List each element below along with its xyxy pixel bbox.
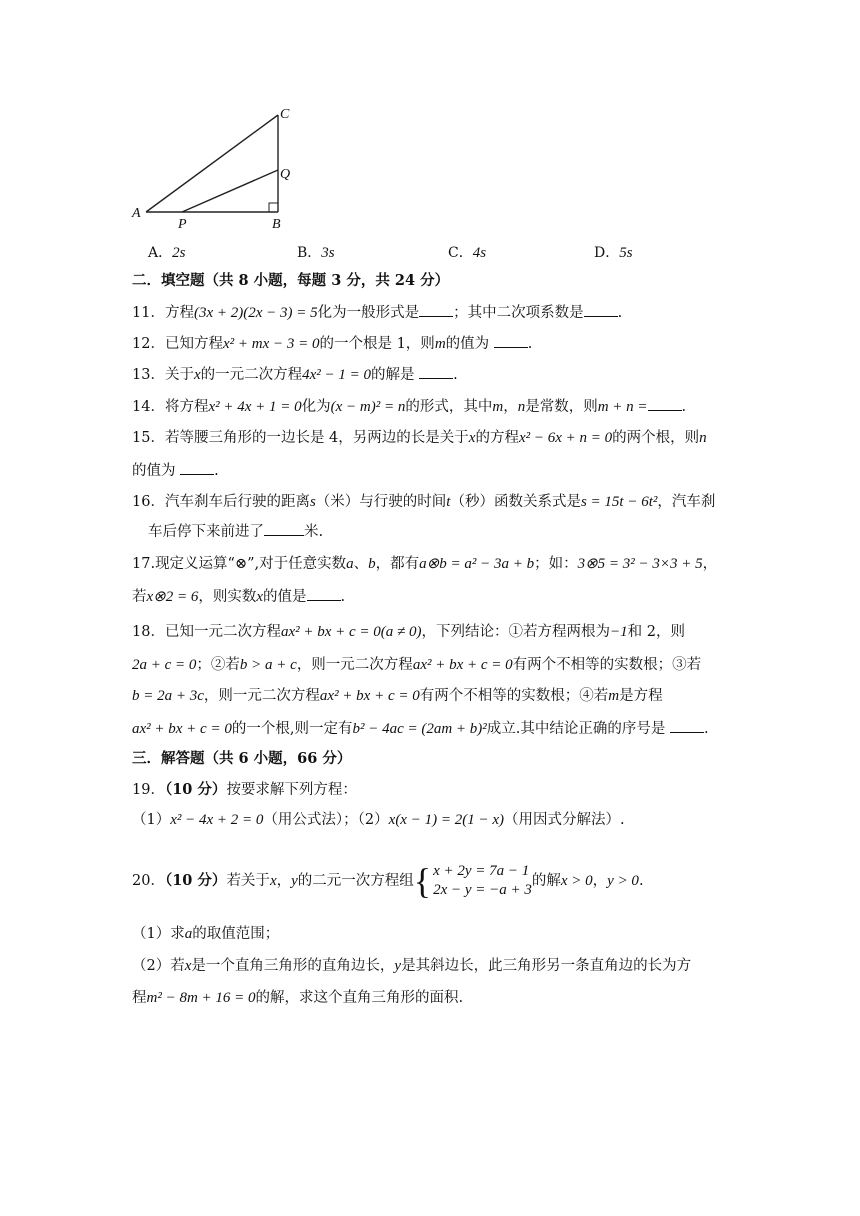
q20-text-5: ，: [592, 873, 608, 889]
question-13: [132, 364, 458, 385]
q14-text-3: 的形式，其中: [405, 399, 493, 415]
q20-part-1-text-1: （1）求: [132, 926, 185, 942]
question-18-line-3: [132, 686, 663, 706]
q17-equation: x⊗2 = 6: [146, 589, 199, 605]
q17-text-4: ，都有: [375, 556, 420, 572]
question-20-part-1: [132, 924, 279, 944]
q14-text-2: 化为: [301, 399, 331, 415]
option-a: [148, 242, 185, 262]
q12-number: 12．: [132, 336, 165, 352]
q11-text-4: .: [617, 305, 623, 321]
q16-text-6: 米.: [304, 524, 324, 540]
q18-text-2: ，下列结论：①若方程两根为: [421, 624, 611, 640]
q16-equation: s = 15t − 6t²: [580, 494, 658, 510]
q19-number: 19．: [132, 782, 165, 798]
q11-answer-blank-2[interactable]: [584, 302, 618, 317]
section-2-heading: 二．填空题（共 8 小题，每题 3 分，共 24 分）: [132, 272, 450, 289]
q17-example: 3⊗5 = 3² − 3×3 + 5: [577, 556, 703, 572]
label-P: P: [178, 217, 187, 232]
question-20-part-2-line-1: [132, 956, 691, 976]
q19-part-1-equation: x² − 4x + 2 = 0: [170, 812, 264, 828]
q18-root-value: −1: [610, 624, 628, 640]
q20-score: （10 分）: [164, 872, 227, 889]
q14-text-1: 将方程: [164, 399, 209, 415]
q15-text-1: 若等腰三角形的一边长是 4，另两边的长是关于: [164, 430, 469, 446]
label-C: C: [280, 107, 290, 122]
q19-part-2-label: （2）: [357, 812, 389, 828]
q18-line4-eq-2: b² − 4ac = (2am + b)²: [352, 721, 487, 737]
q13-number: 13．: [132, 367, 165, 383]
q17-text-6: ，: [702, 556, 718, 572]
q17-variable-a: a: [346, 556, 354, 572]
q18-line3-text-2: 有两个不相等的实数根；④若: [419, 688, 609, 704]
q14-equation-2: (x − m)² = n: [330, 399, 406, 415]
q18-line4-text-2: 成立.其中结论正确的序号是: [486, 721, 666, 737]
q13-variable: x: [193, 367, 201, 383]
question-17-line-1: [132, 554, 717, 574]
q13-text-4: .: [453, 367, 458, 383]
option-d: [594, 242, 633, 262]
q14-text-6: .: [681, 399, 687, 415]
q20-text-6: .: [638, 873, 644, 889]
q11-text-2: 化为一般形式是: [317, 305, 420, 321]
option-c: [448, 242, 486, 262]
option-d-letter: D．: [594, 245, 620, 261]
q20-variable-x: x: [269, 873, 277, 889]
q13-text-1: 关于: [164, 367, 194, 383]
question-16-line-1: [132, 492, 715, 512]
q12-text-2: 的一个根是 1，则: [319, 336, 435, 352]
question-17-line-2: [132, 586, 345, 607]
q12-variable: m: [434, 336, 446, 352]
q18-text-1: 已知一元二次方程: [164, 624, 281, 640]
q19-part-1-label: （1）: [132, 812, 171, 828]
q17-text-1: 现定义运算“: [155, 556, 235, 572]
q18-line3-text-1: ，则一元二次方程: [203, 688, 320, 704]
q17-text-10: .: [340, 589, 346, 605]
q18-line2-text-2: ，则一元二次方程: [296, 657, 413, 673]
q18-line2-text-1: ；②若: [196, 657, 240, 673]
question-18-line-2: [132, 655, 701, 675]
question-18-line-4: [132, 718, 709, 739]
q17-text-7: 若: [132, 589, 147, 605]
q20-text-4: 的解: [531, 873, 561, 889]
q18-line2-text-3: 有两个不相等的实数根；③若: [512, 657, 702, 673]
q19-score: （10 分）: [164, 781, 227, 798]
q18-equation: ax² + bx + c = 0(a ≠ 0): [280, 624, 422, 640]
q20-system-row-2: 2x − y = −a + 3: [433, 882, 532, 898]
q20-part-2-text-1: （2）若: [132, 958, 185, 974]
option-a-value: 2s: [172, 245, 186, 261]
q11-answer-blank-1[interactable]: [419, 302, 453, 317]
question-16-line-2: [148, 521, 323, 542]
q14-answer-blank[interactable]: [648, 396, 682, 411]
q17-text-2: ”,对于任意实数: [247, 556, 347, 572]
q15-text-3: 的两个根，则: [612, 430, 700, 446]
q18-text-3: 和 2，则: [627, 624, 685, 640]
triangle-figure: [128, 102, 298, 234]
q14-number: 14．: [132, 399, 165, 415]
q12-text-1: 已知方程: [164, 336, 223, 352]
q18-line4-text-1: 的一个根,则一定有: [231, 721, 353, 737]
q15-variable-x: x: [468, 430, 476, 446]
question-19-parts: [132, 810, 625, 830]
q20-variable-y: y: [291, 873, 298, 889]
q15-text-5: .: [214, 463, 219, 479]
q19-part-1-method: （用公式法）；: [263, 812, 358, 828]
q20-part-2-equation: m² − 8m + 16 = 0: [146, 990, 256, 1006]
q18-line3-variable-m: m: [608, 688, 620, 704]
q20-condition-x: x > 0: [560, 873, 593, 889]
q16-variable-t: t: [446, 494, 451, 510]
q13-text-3: 的解是: [371, 367, 415, 383]
option-d-value: 5s: [619, 245, 633, 261]
q18-line3-eq-1: b = 2a + 3c: [132, 688, 204, 704]
label-A: A: [132, 206, 141, 221]
q16-text-4: ，汽车刹: [657, 494, 716, 510]
q15-answer-blank[interactable]: [180, 460, 214, 475]
q16-answer-blank[interactable]: [264, 521, 304, 536]
q17-text-5: ；如：: [534, 556, 578, 572]
q20-equation-system: [414, 862, 532, 900]
q17-number: 17.: [132, 556, 156, 572]
q19-part-2-method: （用因式分解法）.: [503, 812, 625, 828]
q14-variable-n: n: [517, 399, 526, 415]
question-14: [132, 396, 686, 417]
q20-part-2-text-5: 的解，求这个直角三角形的面积.: [255, 990, 464, 1006]
q20-part-1-variable-a: a: [184, 926, 193, 942]
option-c-value: 4s: [472, 245, 487, 261]
q16-text-2: （米）与行驶的时间: [315, 494, 447, 510]
q11-equation: (3x + 2)(2x − 3) = 5: [193, 305, 318, 321]
q17-definition: a⊗b = a² − 3a + b: [419, 556, 535, 572]
q14-text-4: ，: [503, 399, 518, 415]
q11-text-3: ；其中二次项系数是: [453, 305, 584, 321]
q18-line2-eq-1: 2a + c = 0: [132, 657, 197, 673]
question-20-part-2-line-2: [132, 988, 463, 1008]
q12-equation: x² + mx − 3 = 0: [222, 336, 320, 352]
q20-part-2-variable-y: y: [394, 958, 402, 974]
q17-answer-blank[interactable]: [307, 586, 341, 601]
q18-answer-blank[interactable]: [670, 718, 704, 733]
q17-text-9: 的值是: [263, 589, 307, 605]
q17-text-8: ，则实数: [198, 589, 257, 605]
q14-equation-1: x² + 4x + 1 = 0: [208, 399, 302, 415]
option-b: [297, 242, 335, 262]
question-18-line-1: [132, 622, 685, 642]
q16-text-3: （秒）函数关系式是: [450, 494, 581, 510]
option-a-letter: A．: [148, 245, 173, 261]
q20-part-1-text-2: 的取值范围；: [192, 926, 280, 942]
option-b-value: 3s: [321, 245, 335, 261]
q20-condition-y: y > 0: [607, 873, 639, 889]
q18-line2-eq-2: b > a + c: [239, 657, 297, 673]
q13-answer-blank[interactable]: [419, 364, 453, 379]
q18-line2-eq-3: ax² + bx + c = 0: [412, 657, 513, 673]
q20-system-row-1: x + 2y = 7a − 1: [433, 863, 530, 879]
q12-answer-blank[interactable]: [494, 333, 528, 348]
q20-part-2-variable-x: x: [184, 958, 192, 974]
q20-text-1: 若关于: [226, 873, 270, 889]
q12-text-3: 的值为: [445, 336, 490, 352]
question-19-prompt: [132, 780, 357, 800]
q11-number: 11．: [132, 305, 165, 321]
q13-equation: 4x² − 1 = 0: [302, 367, 372, 383]
option-b-letter: B．: [297, 245, 322, 261]
q19-part-2-equation: x(x − 1) = 2(1 − x): [388, 812, 504, 828]
q15-number: 15．: [132, 430, 165, 446]
q18-line3-text-3: 是方程: [619, 688, 663, 704]
q20-part-2-text-2: 是一个直角三角形的直角边长，: [191, 958, 395, 974]
q14-text-5: 是常数，则: [525, 399, 598, 415]
q14-equation-3: m + n =: [597, 399, 648, 415]
q15-text-2: 的方程: [475, 430, 519, 446]
q18-line4-text-3: .: [704, 721, 709, 737]
q17-operator-symbol: ⊗: [234, 556, 248, 572]
brace-icon: {: [413, 861, 432, 901]
q20-text-2: ，: [276, 873, 292, 889]
q12-text-4: .: [527, 336, 533, 352]
option-c-letter: C．: [448, 245, 473, 261]
q18-line4-eq-1: ax² + bx + c = 0: [132, 721, 232, 737]
q15-variable-n: n: [699, 430, 707, 446]
q20-part-2-text-4: 程: [132, 990, 147, 1006]
q13-text-2: 的一元二次方程: [200, 367, 303, 383]
question-20-prompt: [132, 858, 644, 904]
question-15-line-1: [132, 428, 707, 448]
q16-text-1: 汽车刹车后行驶的距离: [164, 494, 310, 510]
q20-number: 20．: [132, 873, 165, 889]
question-15-line-2: [132, 460, 219, 481]
q20-text-3: 的二元一次方程组: [297, 873, 414, 889]
triangle-diagram: [128, 102, 298, 234]
question-11: [132, 302, 622, 323]
q15-equation: x² − 6x + n = 0: [518, 430, 613, 446]
q16-text-5: 车后停下来前进了: [148, 524, 264, 540]
q15-text-4: 的值为: [132, 463, 176, 479]
question-12: [132, 333, 532, 354]
q20-part-2-text-3: 是其斜边长，此三角形另一条直角边的长为方: [401, 958, 692, 974]
q19-text: 按要求解下列方程：: [226, 782, 357, 798]
q11-text-1: 方程: [164, 305, 194, 321]
q17-variable-x: x: [256, 589, 264, 605]
section-3-heading: 三．解答题（共 6 小题，66 分）: [132, 750, 352, 767]
q18-number: 18．: [132, 624, 165, 640]
q17-variable-b: b: [368, 556, 376, 572]
q18-line3-eq-2: ax² + bx + c = 0: [319, 688, 420, 704]
q16-number: 16．: [132, 494, 165, 510]
label-B: B: [272, 217, 281, 232]
label-Q: Q: [280, 167, 291, 182]
q16-variable-s: s: [309, 494, 316, 510]
q14-variable-m: m: [492, 399, 504, 415]
q17-text-3: 、: [353, 556, 369, 572]
